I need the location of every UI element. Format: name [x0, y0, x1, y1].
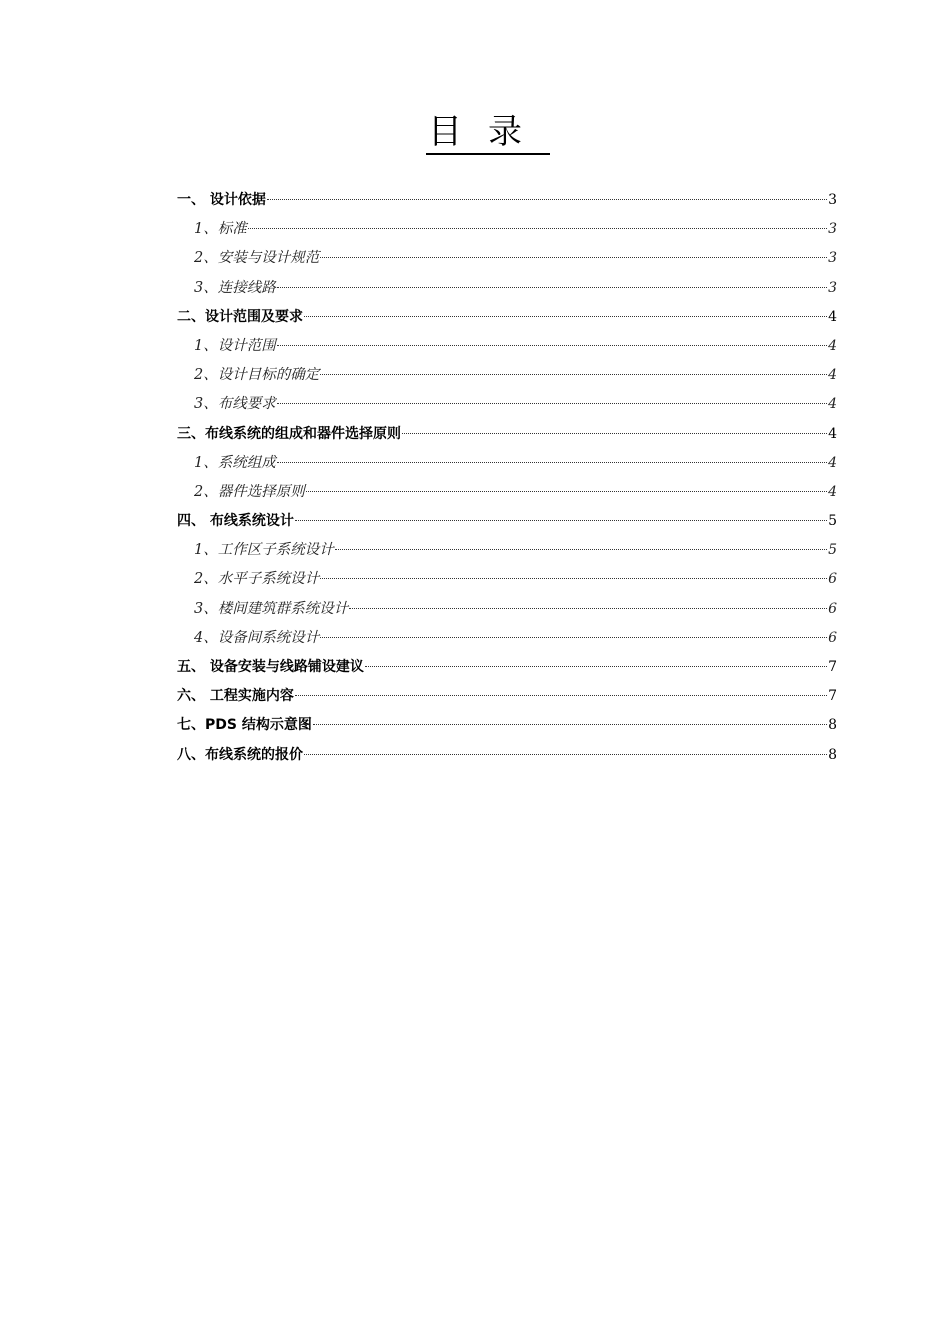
toc-page-number: 4	[828, 308, 837, 325]
toc-page-number: 4	[828, 425, 837, 442]
toc-page-number: 5	[828, 542, 837, 559]
toc-subsection-entry[interactable]	[177, 244, 837, 273]
toc-subsection-entry[interactable]	[177, 624, 837, 653]
toc-dot-leader	[320, 257, 827, 258]
toc-subsection-entry[interactable]	[177, 478, 837, 507]
toc-dot-leader	[320, 637, 827, 638]
toc-page-number: 4	[828, 396, 837, 413]
toc-page-number: 8	[828, 717, 837, 734]
toc-page-number: 3	[828, 221, 837, 238]
toc-page-number: 4	[828, 337, 837, 354]
toc-entry-label: 3、连接线路	[194, 279, 276, 296]
toc-section-entry[interactable]	[177, 303, 837, 332]
toc-page-number: 7	[828, 688, 837, 705]
toc-entry-label: 3、楼间建筑群系统设计	[194, 600, 349, 617]
table-of-contents	[177, 186, 837, 770]
toc-subsection-entry[interactable]	[177, 536, 837, 565]
toc-subsection-entry[interactable]	[177, 565, 837, 594]
toc-dot-leader	[402, 433, 827, 434]
toc-dot-leader	[365, 666, 827, 667]
toc-page-number: 5	[828, 513, 837, 530]
toc-entry-label: 3、布线要求	[194, 396, 276, 413]
toc-dot-leader	[313, 724, 827, 725]
toc-entry-label: 八、布线系统的报价	[177, 746, 303, 763]
toc-dot-leader	[277, 287, 827, 288]
toc-page-number: 3	[828, 192, 837, 208]
toc-dot-leader	[248, 228, 827, 229]
toc-entry-label: 五、 设备安装与线路铺设建议	[177, 659, 364, 675]
toc-dot-leader	[295, 520, 827, 521]
toc-page-number: 6	[828, 571, 837, 588]
toc-entry-label: 1、工作区子系统设计	[194, 542, 334, 559]
toc-section-entry[interactable]	[177, 682, 837, 711]
toc-entry-label: 1、设计范围	[194, 337, 276, 354]
toc-subsection-entry[interactable]	[177, 449, 837, 478]
toc-subsection-entry[interactable]	[177, 595, 837, 624]
toc-entry-label: 1、标准	[194, 221, 247, 238]
toc-page-number: 6	[828, 629, 837, 646]
toc-subsection-entry[interactable]	[177, 390, 837, 419]
toc-dot-leader	[320, 374, 827, 375]
toc-entry-label: 4、设备间系统设计	[194, 629, 320, 646]
toc-page-number: 8	[828, 746, 837, 763]
toc-subsection-entry[interactable]	[177, 274, 837, 303]
toc-dot-leader	[277, 403, 827, 404]
toc-dot-leader	[306, 491, 827, 492]
toc-dot-leader	[277, 345, 827, 346]
toc-entry-label: 2、安装与设计规范	[194, 250, 320, 267]
toc-section-entry[interactable]	[177, 711, 837, 740]
toc-dot-leader	[349, 608, 827, 609]
toc-entry-label: 二、设计范围及要求	[177, 308, 303, 325]
toc-page-number: 4	[828, 483, 837, 500]
toc-subsection-entry[interactable]	[177, 361, 837, 390]
toc-entry-label: 三、布线系统的组成和器件选择原则	[177, 425, 401, 442]
toc-entry-label: 2、水平子系统设计	[194, 571, 320, 588]
toc-entry-label: 四、 布线系统设计	[177, 513, 294, 530]
toc-entry-label: 六、 工程实施内容	[177, 688, 294, 705]
toc-section-entry[interactable]	[177, 507, 837, 536]
toc-section-entry[interactable]	[177, 741, 837, 770]
toc-page-number: 4	[828, 367, 837, 384]
toc-page-number: 3	[828, 250, 837, 267]
toc-subsection-entry[interactable]	[177, 215, 837, 244]
toc-section-entry[interactable]	[177, 420, 837, 449]
toc-dot-leader	[304, 316, 827, 317]
toc-dot-leader	[335, 549, 827, 550]
toc-subsection-entry[interactable]	[177, 332, 837, 361]
toc-dot-leader	[304, 754, 827, 755]
toc-page-number: 7	[828, 659, 837, 675]
toc-entry-label: 一、 设计依据	[177, 192, 266, 208]
toc-dot-leader	[320, 578, 827, 579]
toc-entry-label: 2、设计目标的确定	[194, 367, 320, 384]
toc-dot-leader	[277, 462, 827, 463]
toc-dot-leader	[267, 199, 827, 200]
toc-page-number: 6	[828, 600, 837, 617]
page-title	[0, 110, 950, 154]
toc-entry-label: 七、PDS 结构示意图	[177, 717, 312, 734]
toc-dot-leader	[295, 695, 827, 696]
toc-entry-label: 1、系统组成	[194, 454, 276, 471]
toc-section-entry[interactable]	[177, 186, 837, 215]
toc-page-number: 4	[828, 454, 837, 471]
toc-entry-label: 2、器件选择原则	[194, 483, 305, 500]
toc-section-entry[interactable]	[177, 653, 837, 682]
page-title-text: 目录	[426, 112, 550, 155]
toc-page-number: 3	[828, 279, 837, 296]
